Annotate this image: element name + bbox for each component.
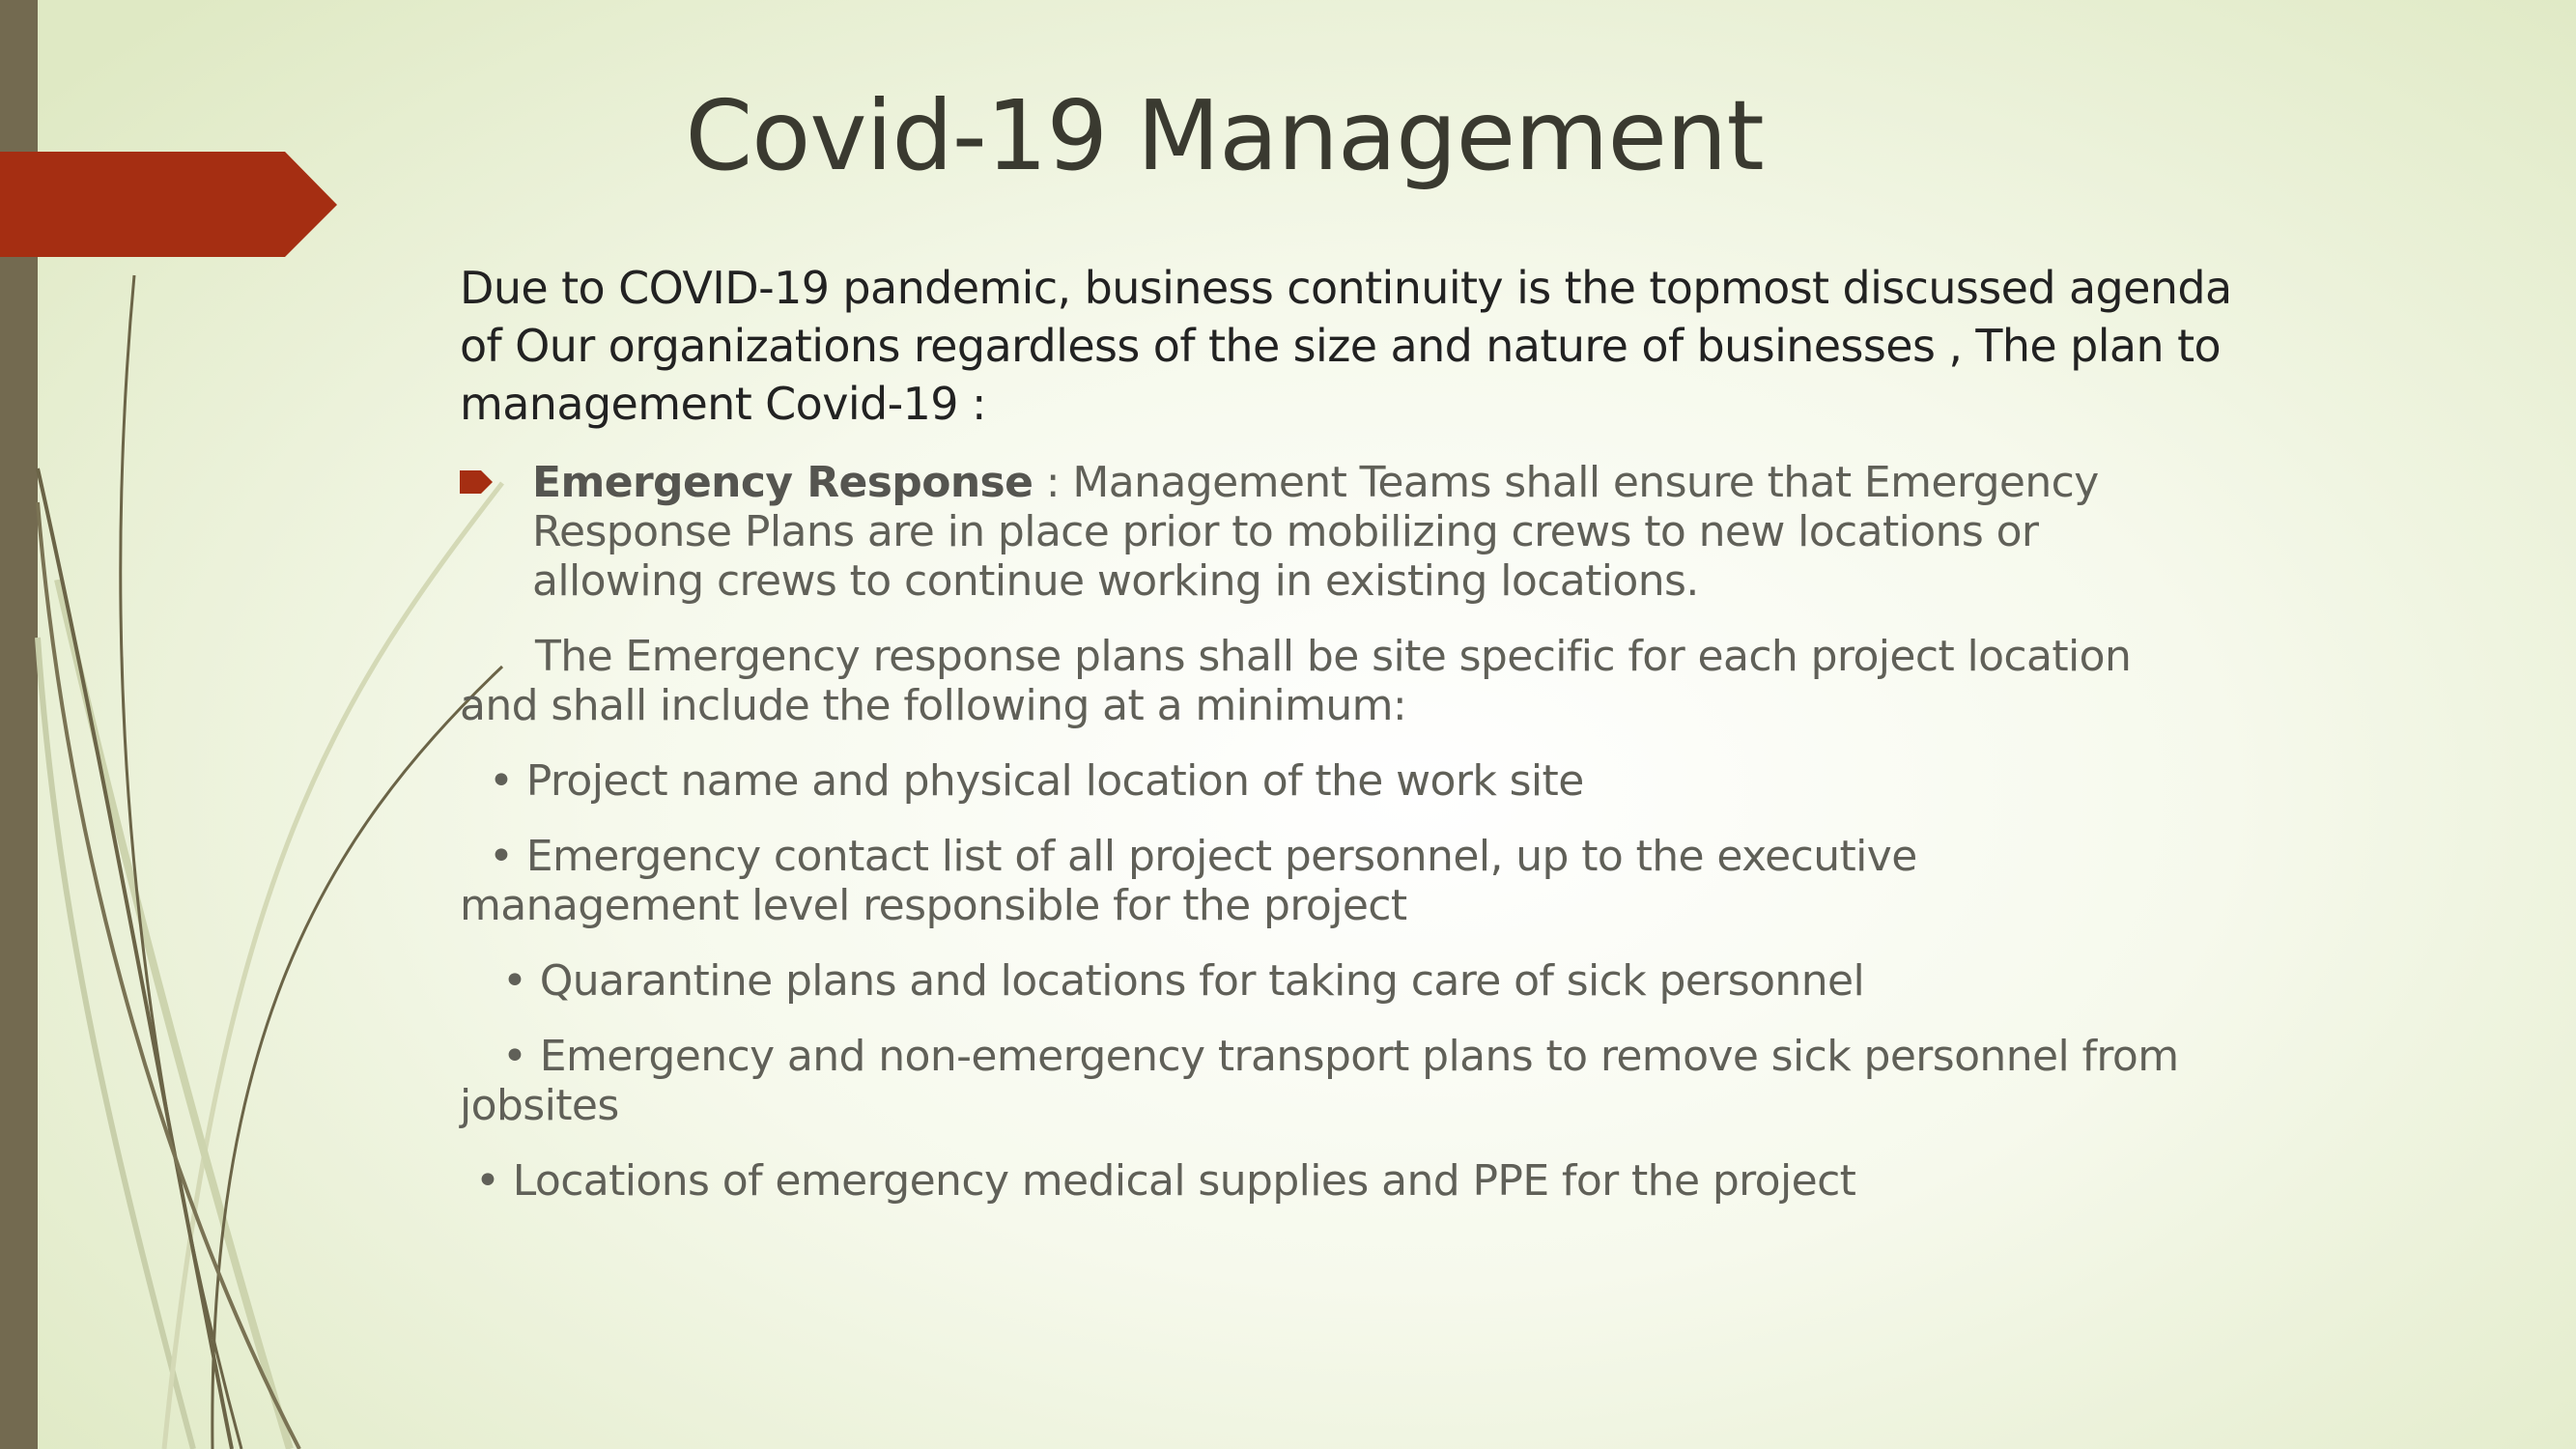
list-item-line: • Project name and physical location of the work site [489,756,1584,806]
list-item-line: jobsites [460,1081,619,1130]
intro-line: of Our organizations regardless of the size and nature of businesses , The plan to [460,320,2222,372]
intro-line: management Covid-19 : [460,378,986,430]
slide-content [460,259,2392,1206]
list-item-line: • Emergency and non-emergency transport plans to remove sick personnel from [502,1032,2179,1081]
bullet-emergency-response [460,458,2392,606]
list-item-line: • Emergency contact list of all project personnel, up to the executive [489,832,1917,881]
arrow-bullet-icon [460,470,493,494]
paragraph-line: The Emergency response plans shall be site specific for each project location [535,632,2132,681]
list-item [460,832,2392,930]
bullet-line: allowing crews to continue working in existing locations. [532,556,1699,606]
slide-title: Covid-19 Management [685,79,1764,192]
list-item [460,756,2392,806]
list-item [460,1032,2392,1130]
paragraph-line: and shall include the following at a minimum: [460,681,1407,730]
bullet-line: Response Plans are in place prior to mobilizing crews to new locations or [532,507,2039,556]
curve-dark-1 [121,275,241,1449]
curve-light-1 [38,638,193,1449]
list-item-line: • Quarantine plans and locations for taking care of sick personnel [502,956,1865,1006]
intro-paragraph [460,259,2392,433]
bullet-text: : Management Teams shall ensure that Emergency [1033,458,2099,507]
intro-line: Due to COVID-19 pandemic, business continuity is the topmost discussed agenda [460,262,2232,314]
list-item-line: management level responsible for the project [460,881,1407,930]
curve-light-3 [58,580,290,1449]
bullet-line [532,458,2392,507]
bullet-bold-label: Emergency Response [532,458,1033,507]
list-item-line: • Locations of emergency medical supplies and PPE for the project [475,1156,1856,1206]
list-item [460,1156,2392,1206]
list-item [460,956,2392,1006]
emergency-plan-paragraph [460,632,2392,730]
